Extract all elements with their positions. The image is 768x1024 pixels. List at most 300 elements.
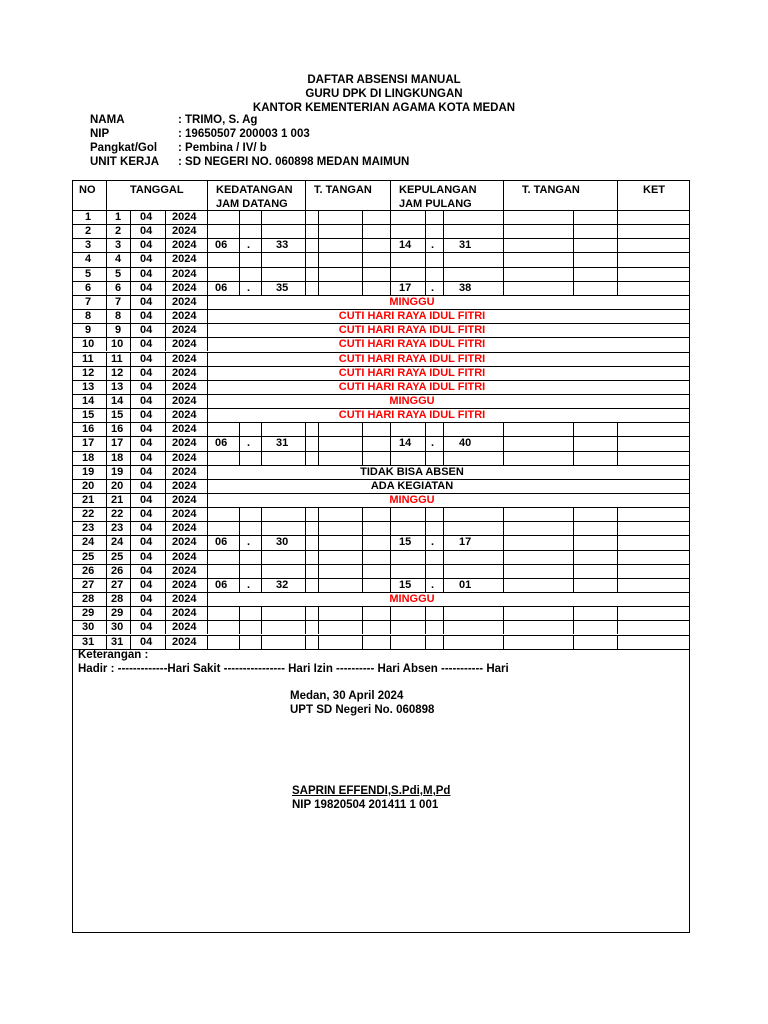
row-separator — [106, 238, 107, 252]
row-separator — [362, 564, 363, 578]
row-month: 04 — [140, 239, 153, 252]
row-year: 2024 — [172, 324, 197, 337]
row-separator — [425, 422, 426, 436]
info-value-nama: : TRIMO, S. Ag — [178, 114, 258, 126]
row-separator — [130, 352, 131, 366]
row-separator — [573, 451, 574, 465]
info-label-nip: NIP — [90, 128, 110, 140]
row-separator — [207, 281, 208, 295]
row-separator — [362, 281, 363, 295]
attendance-summary: Hadir : -------------Hari Sakit ---------------- Hari Izin ---------- Hari Absen ----------- Hari — [78, 663, 509, 675]
row-separator — [207, 535, 208, 549]
row-separator — [443, 578, 444, 592]
departure-minute: 31 — [459, 239, 472, 252]
row-separator — [106, 309, 107, 323]
row-separator — [130, 366, 131, 380]
row-month: 04 — [140, 536, 153, 549]
row-separator — [362, 635, 363, 649]
row-year: 2024 — [172, 423, 197, 436]
row-separator — [165, 493, 166, 507]
row-separator — [207, 422, 208, 436]
row-separator — [165, 592, 166, 606]
row-separator — [573, 550, 574, 564]
row-day: 25 — [111, 550, 124, 563]
row-separator — [318, 635, 319, 649]
row-year: 2024 — [172, 253, 197, 266]
row-separator — [130, 436, 131, 450]
row-separator — [390, 436, 391, 450]
row-separator — [261, 422, 262, 436]
row-month: 04 — [140, 366, 153, 379]
row-separator — [362, 238, 363, 252]
row-separator — [239, 422, 240, 436]
row-no: 13 — [82, 380, 95, 393]
row-separator — [390, 535, 391, 549]
row-separator — [261, 550, 262, 564]
row-no: 30 — [82, 621, 95, 634]
row-separator — [617, 224, 618, 238]
row-separator — [390, 635, 391, 649]
info-label-nama: NAMA — [90, 114, 125, 126]
col-header-ttangan-2: T. TANGAN — [522, 184, 580, 196]
row-year: 2024 — [172, 593, 197, 606]
row-separator — [130, 578, 131, 592]
row-separator — [425, 267, 426, 281]
row-separator — [130, 521, 131, 535]
row-separator — [503, 550, 504, 564]
row-separator — [165, 422, 166, 436]
row-separator — [207, 564, 208, 578]
row-separator — [239, 550, 240, 564]
row-separator — [305, 451, 306, 465]
row-separator — [165, 267, 166, 281]
row-separator — [318, 238, 319, 252]
row-separator — [503, 224, 504, 238]
title-line-1: DAFTAR ABSENSI MANUAL — [307, 74, 461, 86]
row-separator — [239, 238, 240, 252]
arrival-minute: 33 — [276, 239, 289, 252]
row-month: 04 — [140, 465, 153, 478]
row-separator — [443, 238, 444, 252]
row-separator — [573, 281, 574, 295]
row-separator — [130, 592, 131, 606]
row-separator — [261, 578, 262, 592]
row-month: 04 — [140, 267, 153, 280]
row-separator — [503, 281, 504, 295]
row-day: 1 — [115, 211, 122, 223]
departure-minute: 17 — [459, 536, 472, 549]
row-separator — [106, 267, 107, 281]
row-separator — [165, 323, 166, 337]
row-separator — [305, 210, 306, 224]
row-separator — [390, 224, 391, 238]
row-separator — [165, 380, 166, 394]
row-no: 16 — [82, 423, 95, 436]
row-separator — [573, 267, 574, 281]
row-separator — [318, 606, 319, 620]
row-separator — [261, 535, 262, 549]
row-separator — [165, 436, 166, 450]
row-separator — [318, 521, 319, 535]
row-separator — [130, 224, 131, 238]
departure-separator: . — [431, 536, 435, 549]
row-separator — [165, 521, 166, 535]
row-separator — [207, 267, 208, 281]
attendance-table — [72, 180, 690, 933]
row-separator — [130, 267, 131, 281]
row-separator — [573, 252, 574, 266]
col-header-kepulangan: KEPULANGAN — [399, 184, 477, 196]
row-year: 2024 — [172, 267, 197, 280]
row-separator — [573, 521, 574, 535]
row-separator — [130, 507, 131, 521]
row-separator — [362, 620, 363, 634]
row-month: 04 — [140, 338, 153, 351]
row-month: 04 — [140, 225, 153, 238]
row-separator — [106, 366, 107, 380]
row-separator — [130, 238, 131, 252]
row-month: 04 — [140, 508, 153, 521]
row-separator — [207, 436, 208, 450]
row-separator — [318, 210, 319, 224]
row-separator — [503, 507, 504, 521]
row-no: 26 — [82, 564, 95, 577]
row-note: MINGGU — [389, 394, 435, 407]
row-year: 2024 — [172, 239, 197, 252]
row-separator — [443, 521, 444, 535]
row-no: 29 — [82, 607, 95, 620]
row-day: 18 — [111, 451, 124, 464]
row-separator — [207, 210, 208, 224]
row-separator — [503, 535, 504, 549]
row-separator — [106, 578, 107, 592]
row-separator — [130, 535, 131, 549]
row-separator — [305, 550, 306, 564]
row-separator — [305, 606, 306, 620]
row-separator — [239, 521, 240, 535]
row-no: 23 — [82, 522, 95, 535]
row-separator — [318, 564, 319, 578]
row-separator — [261, 210, 262, 224]
row-separator — [165, 550, 166, 564]
row-year: 2024 — [172, 295, 197, 308]
row-separator — [390, 578, 391, 592]
row-no: 28 — [82, 593, 95, 606]
row-day: 24 — [111, 536, 124, 549]
row-separator — [318, 507, 319, 521]
row-separator — [261, 267, 262, 281]
departure-separator: . — [431, 578, 435, 591]
row-day: 17 — [111, 437, 124, 450]
row-separator — [165, 210, 166, 224]
row-separator — [443, 422, 444, 436]
arrival-hour: 06 — [215, 281, 228, 294]
row-separator — [617, 578, 618, 592]
row-separator — [165, 564, 166, 578]
header-separator — [503, 181, 504, 210]
row-day: 5 — [115, 267, 122, 280]
row-no: 9 — [85, 324, 92, 337]
row-day: 3 — [115, 239, 122, 252]
row-separator — [390, 521, 391, 535]
row-separator — [106, 352, 107, 366]
row-month: 04 — [140, 494, 153, 506]
arrival-hour: 06 — [215, 578, 228, 591]
row-separator — [261, 521, 262, 535]
row-day: 28 — [111, 593, 124, 606]
row-no: 24 — [82, 536, 95, 549]
row-separator — [362, 507, 363, 521]
row-day: 30 — [111, 621, 124, 634]
departure-minute: 40 — [459, 437, 472, 450]
row-note: CUTI HARI RAYA IDUL FITRI — [338, 352, 486, 365]
row-day: 6 — [115, 281, 122, 294]
row-separator — [165, 578, 166, 592]
row-separator — [130, 408, 131, 422]
row-day: 10 — [111, 338, 124, 351]
row-separator — [573, 436, 574, 450]
row-separator — [425, 620, 426, 634]
row-separator — [305, 436, 306, 450]
row-day: 8 — [115, 310, 122, 323]
row-separator — [573, 606, 574, 620]
arrival-hour: 06 — [215, 536, 228, 549]
row-no: 22 — [82, 508, 95, 521]
row-note: MINGGU — [389, 593, 435, 606]
row-separator — [617, 451, 618, 465]
row-separator — [443, 550, 444, 564]
row-separator — [165, 635, 166, 649]
departure-hour: 15 — [399, 536, 412, 549]
row-separator — [425, 535, 426, 549]
row-separator — [390, 564, 391, 578]
departure-minute: 01 — [459, 578, 472, 591]
row-day: 22 — [111, 508, 124, 521]
row-separator — [425, 224, 426, 238]
row-month: 04 — [140, 607, 153, 620]
row-separator — [305, 507, 306, 521]
row-separator — [443, 620, 444, 634]
row-separator — [503, 620, 504, 634]
info-value-nip: : 19650507 200003 1 003 — [178, 128, 310, 140]
row-separator — [573, 224, 574, 238]
row-separator — [617, 210, 618, 224]
row-no: 12 — [82, 366, 95, 379]
row-separator — [305, 521, 306, 535]
row-month: 04 — [140, 380, 153, 393]
row-separator — [362, 521, 363, 535]
row-day: 15 — [111, 409, 124, 422]
row-separator — [362, 436, 363, 450]
row-note: TIDAK BISA ABSEN — [360, 465, 464, 478]
row-note: CUTI HARI RAYA IDUL FITRI — [338, 324, 486, 337]
row-separator — [425, 635, 426, 649]
row-separator — [239, 620, 240, 634]
row-separator — [443, 507, 444, 521]
row-separator — [425, 606, 426, 620]
row-separator — [165, 366, 166, 380]
row-no: 3 — [85, 239, 92, 252]
row-no: 19 — [82, 465, 95, 478]
row-day: 4 — [115, 253, 122, 266]
row-separator — [130, 422, 131, 436]
row-separator — [617, 606, 618, 620]
row-year: 2024 — [172, 494, 197, 506]
row-day: 23 — [111, 522, 124, 535]
row-month: 04 — [140, 451, 153, 464]
row-separator — [305, 620, 306, 634]
info-label-pangkat: Pangkat/Gol — [90, 142, 158, 154]
row-separator — [239, 535, 240, 549]
row-separator — [443, 436, 444, 450]
row-note: MINGGU — [389, 295, 435, 308]
row-separator — [130, 465, 131, 479]
row-separator — [261, 436, 262, 450]
row-separator — [130, 479, 131, 493]
row-separator — [106, 635, 107, 649]
row-separator — [443, 281, 444, 295]
row-note: MINGGU — [389, 494, 435, 506]
row-separator — [261, 281, 262, 295]
row-separator — [207, 521, 208, 535]
row-separator — [165, 606, 166, 620]
row-separator — [305, 252, 306, 266]
departure-separator: . — [431, 437, 435, 450]
row-note: ADA KEGIATAN — [370, 479, 454, 492]
row-separator — [165, 238, 166, 252]
row-separator — [106, 422, 107, 436]
row-separator — [261, 606, 262, 620]
row-separator — [305, 635, 306, 649]
row-separator — [305, 564, 306, 578]
row-day: 7 — [115, 295, 122, 308]
row-separator — [318, 535, 319, 549]
row-separator — [318, 436, 319, 450]
row-separator — [425, 238, 426, 252]
row-separator — [318, 620, 319, 634]
row-separator — [239, 635, 240, 649]
row-separator — [318, 281, 319, 295]
row-separator — [362, 550, 363, 564]
row-separator — [106, 550, 107, 564]
arrival-separator: . — [247, 536, 251, 549]
row-separator — [165, 224, 166, 238]
row-separator — [503, 564, 504, 578]
row-no: 6 — [85, 281, 92, 294]
row-separator — [165, 394, 166, 408]
row-separator — [130, 493, 131, 507]
row-separator — [106, 606, 107, 620]
row-separator — [130, 252, 131, 266]
place-date: Medan, 30 April 2024 — [290, 690, 404, 702]
row-separator — [106, 592, 107, 606]
row-separator — [106, 323, 107, 337]
arrival-minute: 30 — [276, 536, 289, 549]
row-separator — [443, 535, 444, 549]
row-separator — [106, 479, 107, 493]
row-separator — [573, 620, 574, 634]
row-separator — [165, 309, 166, 323]
row-separator — [362, 422, 363, 436]
row-separator — [443, 451, 444, 465]
row-separator — [130, 323, 131, 337]
row-year: 2024 — [172, 437, 197, 450]
col-header-jam-datang: JAM DATANG — [216, 198, 288, 210]
row-separator — [443, 252, 444, 266]
arrival-minute: 31 — [276, 437, 289, 450]
row-year: 2024 — [172, 564, 197, 577]
title-line-2: GURU DPK DI LINGKUNGAN — [305, 88, 463, 100]
row-separator — [165, 465, 166, 479]
row-separator — [573, 564, 574, 578]
row-year: 2024 — [172, 607, 197, 620]
row-separator — [165, 408, 166, 422]
row-separator — [443, 267, 444, 281]
row-no: 10 — [82, 338, 95, 351]
row-year: 2024 — [172, 578, 197, 591]
row-day: 2 — [115, 225, 122, 238]
row-separator — [305, 238, 306, 252]
row-separator — [106, 507, 107, 521]
row-separator — [503, 267, 504, 281]
departure-hour: 17 — [399, 281, 412, 294]
row-separator — [425, 210, 426, 224]
row-separator — [239, 564, 240, 578]
row-separator — [390, 550, 391, 564]
header-separator — [305, 181, 306, 210]
row-separator — [617, 238, 618, 252]
keterangan-label: Keterangan : — [78, 649, 149, 661]
row-separator — [318, 578, 319, 592]
row-separator — [617, 564, 618, 578]
row-separator — [106, 436, 107, 450]
row-month: 04 — [140, 394, 153, 407]
row-separator — [390, 507, 391, 521]
row-month: 04 — [140, 578, 153, 591]
row-separator — [165, 535, 166, 549]
signer-name: SAPRIN EFFENDI,S.Pdi,M,Pd — [292, 785, 451, 797]
arrival-separator: . — [247, 239, 251, 252]
row-separator — [106, 210, 107, 224]
row-separator — [425, 578, 426, 592]
row-separator — [425, 281, 426, 295]
row-no: 14 — [82, 394, 95, 407]
row-separator — [318, 451, 319, 465]
row-separator — [503, 606, 504, 620]
row-separator — [261, 635, 262, 649]
row-separator — [239, 507, 240, 521]
row-separator — [425, 564, 426, 578]
row-no: 2 — [85, 225, 92, 238]
row-separator — [318, 550, 319, 564]
row-day: 31 — [111, 635, 124, 648]
col-header-ket: KET — [643, 184, 665, 196]
row-separator — [165, 281, 166, 295]
info-value-pangkat: : Pembina / IV/ b — [178, 142, 267, 154]
row-separator — [207, 252, 208, 266]
row-separator — [318, 267, 319, 281]
row-separator — [261, 224, 262, 238]
row-month: 04 — [140, 211, 153, 223]
departure-minute: 38 — [459, 281, 472, 294]
row-separator — [362, 267, 363, 281]
row-separator — [617, 507, 618, 521]
row-separator — [503, 635, 504, 649]
arrival-hour: 06 — [215, 437, 228, 450]
row-no: 18 — [82, 451, 95, 464]
col-header-no: NO — [79, 184, 96, 196]
row-separator — [617, 281, 618, 295]
